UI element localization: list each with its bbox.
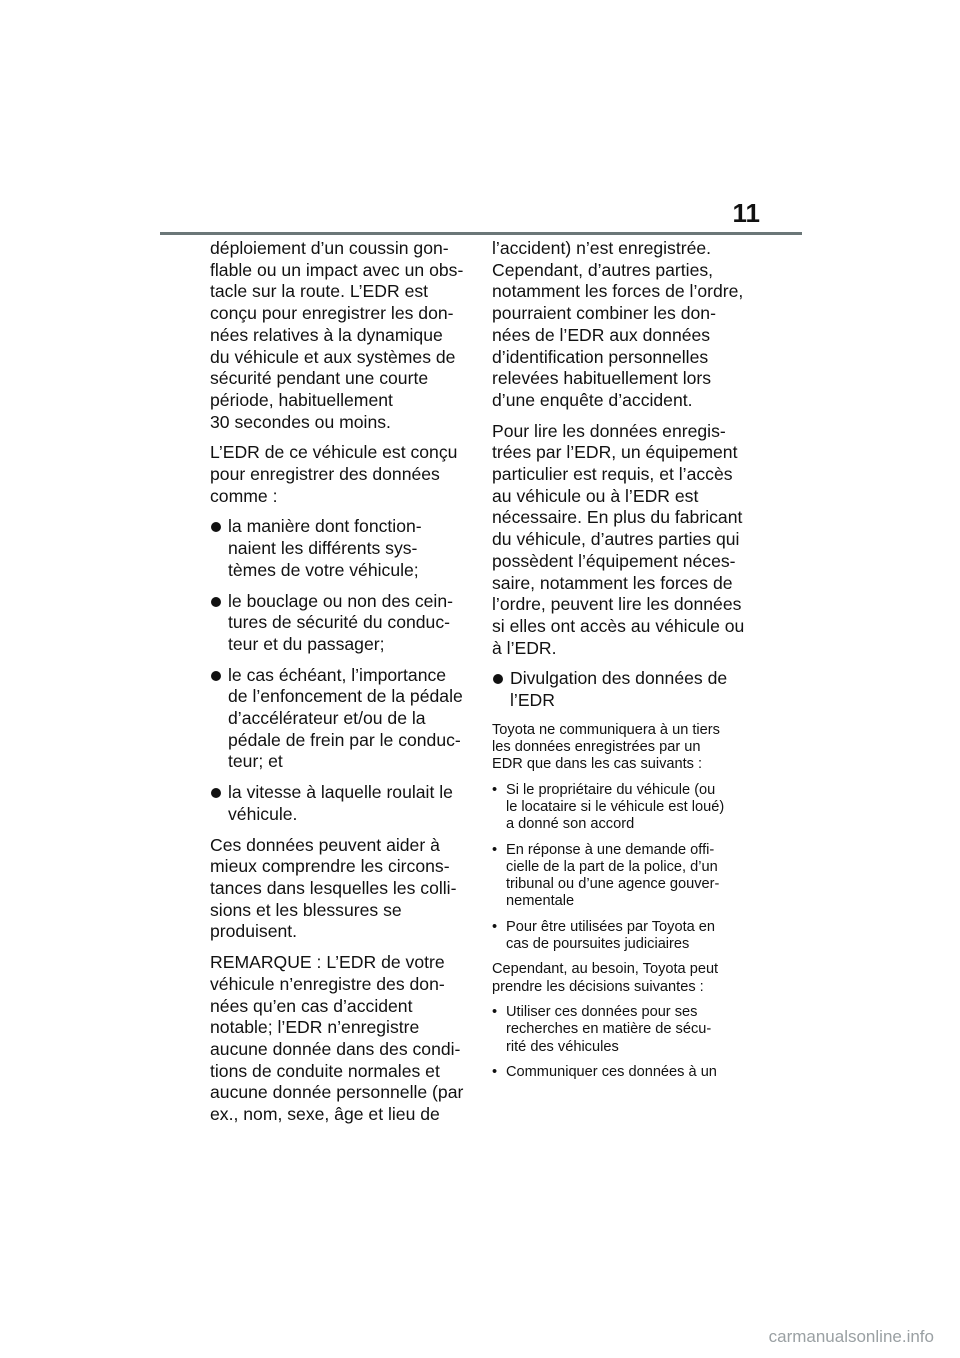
- text-line: En réponse à une demande offi-: [506, 841, 715, 858]
- text-line: pour enregistrer des données: [210, 464, 440, 485]
- bullet-icon: [211, 522, 221, 532]
- text-line: Cependant, d’autres parties,: [492, 259, 714, 280]
- paragraph-toyota-decisions: [492, 961, 754, 996]
- text-line: tures de sécurité du conduc-: [228, 612, 451, 633]
- text-line: teur; et: [228, 751, 283, 772]
- text-line: tèmes de votre véhicule;: [228, 559, 419, 580]
- text-line: si elles ont accès au véhicule ou: [492, 615, 745, 636]
- recorded-data-list: [210, 516, 468, 825]
- text-line: nées relatives à la dynamique: [210, 324, 443, 345]
- text-line: notable; l’EDR n’enregistre: [210, 1017, 420, 1038]
- text-line: nécessaire. En plus du fabricant: [492, 507, 743, 528]
- text-line: Toyota ne communiquera à un tiers: [492, 721, 720, 738]
- text-line: véhicule n’enregistre des don-: [210, 973, 445, 994]
- text-line: Utiliser ces données pour ses: [506, 1003, 698, 1020]
- text-line: Communiquer ces données à un: [506, 1063, 717, 1080]
- paragraph-data-purpose: [210, 835, 468, 944]
- paragraph-edr-data-intro: [210, 442, 468, 507]
- text-line: produisent.: [210, 921, 298, 942]
- list-item-text: [228, 516, 468, 581]
- list-item: [492, 919, 754, 954]
- text-line: nementale: [506, 893, 575, 910]
- text-line: période, habituellement: [210, 389, 393, 410]
- text-line: ex., nom, sexe, âge et lieu de: [210, 1104, 440, 1125]
- text-line: recherches en matière de sécu-: [506, 1021, 712, 1038]
- text-line: tribunal ou d’une agence gouver-: [506, 876, 720, 893]
- small-bullet-icon: •: [492, 918, 498, 935]
- section-heading-text: [510, 668, 754, 711]
- list-item-text: [506, 842, 754, 911]
- list-item-text: [228, 665, 468, 774]
- text-line: pédale de frein par le conduc-: [228, 729, 461, 750]
- text-line: comme :: [210, 485, 278, 506]
- text-line: le locataire si le véhicule est loué): [506, 798, 725, 815]
- list-item: [210, 591, 468, 656]
- text-line: la manière dont fonction-: [228, 516, 422, 537]
- text-line: de l’enfoncement de la pédale: [228, 686, 463, 707]
- toyota-decisions-list: [492, 1004, 754, 1081]
- text-line: déploiement d’un coussin gon-: [210, 238, 449, 258]
- text-line: l’EDR: [510, 690, 555, 711]
- paragraph-personal-data: [492, 238, 754, 412]
- text-line: le bouclage ou non des cein-: [228, 590, 453, 611]
- bullet-icon: [493, 674, 503, 684]
- text-line: trées par l’EDR, un équipement: [492, 442, 738, 463]
- text-line: prendre les décisions suivantes :: [492, 978, 704, 995]
- paragraph-edr-recording-period: [210, 238, 468, 433]
- list-item: [492, 782, 754, 834]
- page-number: 11: [732, 198, 760, 228]
- text-line: REMARQUE : L’EDR de votre: [210, 952, 445, 973]
- small-bullet-icon: •: [492, 1063, 498, 1080]
- text-line: cas de poursuites judiciaires: [506, 936, 690, 953]
- text-line: la vitesse à laquelle roulait le: [228, 782, 453, 803]
- text-line: a donné son accord: [506, 816, 635, 833]
- bullet-icon: [211, 597, 221, 607]
- text-line: aucune donnée personnelle (par: [210, 1082, 464, 1103]
- paragraph-remarque: [210, 952, 468, 1126]
- small-bullet-icon: •: [492, 841, 498, 858]
- text-line: d’une enquête d’accident.: [492, 389, 693, 410]
- text-line: sions et les blessures se: [210, 899, 402, 920]
- disclosure-cases-list: [492, 782, 754, 954]
- list-item-text: [506, 1004, 754, 1056]
- list-item: [492, 1004, 754, 1056]
- text-line: aucune donnée dans des condi-: [210, 1038, 461, 1059]
- text-line: Si le propriétaire du véhicule (ou: [506, 781, 716, 798]
- text-line: relevées habituellement lors: [492, 368, 712, 389]
- watermark[interactable]: carmanualsonline.info: [768, 1327, 934, 1346]
- text-line: cielle de la part de la police, d’un: [506, 858, 718, 875]
- list-item: [492, 842, 754, 911]
- text-line: 30 secondes ou moins.: [210, 411, 391, 432]
- paragraph-reading-data: [492, 421, 754, 660]
- paragraph-disclosure-intro: [492, 722, 754, 774]
- text-line: saire, notamment les forces de: [492, 572, 733, 593]
- list-item: [210, 782, 468, 825]
- text-line: d’accélérateur et/ou de la: [228, 708, 426, 729]
- text-line: naient les différents sys-: [228, 538, 418, 559]
- text-line: L’EDR de ce véhicule est conçu: [210, 442, 458, 463]
- text-line: du véhicule, d’autres parties qui: [492, 529, 740, 550]
- list-item: [210, 516, 468, 581]
- text-line: d’identification personnelles: [492, 346, 709, 367]
- text-line: teur et du passager;: [228, 633, 385, 654]
- bullet-icon: [211, 788, 221, 798]
- text-line: le cas échéant, l’importance: [228, 664, 447, 685]
- text-line: particulier est requis, et l’accès: [492, 464, 733, 485]
- text-line: tacle sur la route. L’EDR est: [210, 281, 429, 302]
- text-line: à l’EDR.: [492, 637, 557, 658]
- text-line: véhicule.: [228, 803, 298, 824]
- text-line: Divulgation des données de: [510, 668, 728, 689]
- text-line: Pour lire les données enregis-: [492, 420, 726, 441]
- text-line: sécurité pendant une courte: [210, 368, 429, 389]
- list-item: [210, 665, 468, 774]
- text-line: rité des véhicules: [506, 1038, 619, 1055]
- text-line: possèdent l’équipement néces-: [492, 550, 736, 571]
- list-item: [492, 1064, 754, 1081]
- text-line: Pour être utilisées par Toyota en: [506, 918, 716, 935]
- left-column: [210, 238, 468, 1126]
- list-item-text: [228, 782, 468, 825]
- text-line: nées qu’en cas d’accident: [210, 995, 413, 1016]
- text-line: l’ordre, peuvent lire les données: [492, 594, 742, 615]
- text-line: nées de l’EDR aux données: [492, 324, 711, 345]
- bullet-icon: [211, 671, 221, 681]
- list-item-text: [228, 591, 468, 656]
- text-line: du véhicule et aux systèmes de: [210, 346, 456, 367]
- list-item-text: [506, 782, 754, 834]
- list-item-text: [506, 919, 754, 954]
- right-column: [492, 238, 754, 1081]
- text-line: Ces données peuvent aider à: [210, 834, 440, 855]
- header-rule: [160, 232, 802, 235]
- section-heading-disclosure: [492, 668, 754, 711]
- text-line: tions de conduite normales et: [210, 1060, 440, 1081]
- text-line: tances dans lesquelles les colli-: [210, 877, 457, 898]
- text-line: mieux comprendre les circons-: [210, 856, 450, 877]
- small-bullet-icon: •: [492, 1003, 498, 1020]
- text-line: notamment les forces de l’ordre,: [492, 281, 744, 302]
- text-line: les données enregistrées par un: [492, 739, 701, 756]
- small-bullet-icon: •: [492, 781, 498, 798]
- text-line: l’accident) n’est enregistrée.: [492, 238, 712, 258]
- text-line: flable ou un impact avec un obs-: [210, 259, 464, 280]
- list-item-text: [506, 1064, 754, 1081]
- text-line: au véhicule ou à l’EDR est: [492, 485, 699, 506]
- text-line: Cependant, au besoin, Toyota peut: [492, 961, 719, 978]
- text-line: pourraient combiner les don-: [492, 303, 716, 324]
- text-line: EDR que dans les cas suivants :: [492, 756, 703, 773]
- text-line: conçu pour enregistrer les don-: [210, 303, 454, 324]
